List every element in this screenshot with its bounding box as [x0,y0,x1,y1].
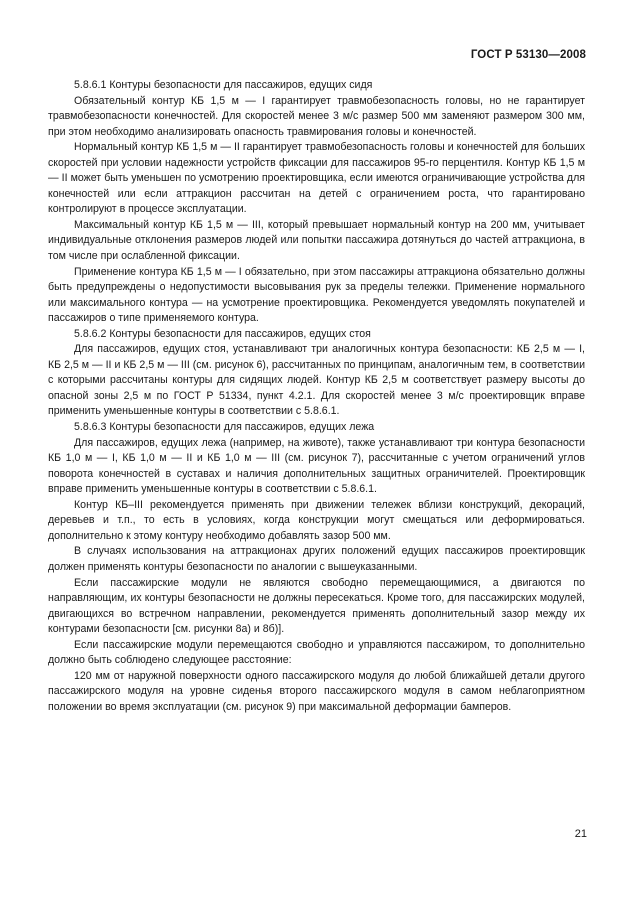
section-heading-5-8-6-3: 5.8.6.3 Контуры безопасности для пассажиров, едущих лежа [74,421,375,434]
document-header: ГОСТ Р 53130—2008 [470,49,586,61]
body-paragraph: Применение контура КБ 1,5 м — I обязательно, при этом пассажиры аттракциона обязательно должны быть предупреждены о недопустимости высовывания рук за пределы тележки. Применение нормального или максимального контура — на усмотрение проектировщика. Рекомендуется уведомлять покупателей и пассажиров о типе применяемого контура. [48,265,585,325]
body-paragraph: Для пассажиров, едущих стоя, устанавливают три аналогичных контура безопасности: КБ 2,5 м — I, КБ 2,5 м — II и КБ 2,5 м — III (см. рисунок 6), рассчитанных по принципам, аналогичным тем, в соответствии с которыми рассчитаны контуры для сидящих людей. Контур КБ 2,5 м соответствует размеру высоты до опасной зоны 2,5 м по ГОСТ Р 51334, пункт 4.2.1. Для скоростей менее 3 м/с проектировщик вправе применить уменьшенные контуры в соответствии с 5.8.6.1. [48,343,585,418]
section-heading-5-8-6-2: 5.8.6.2 Контуры безопасности для пассажиров, едущих стоя [74,327,371,340]
page-number: 21 [574,828,587,840]
section-heading-5-8-6-1: 5.8.6.1 Контуры безопасности для пассажиров, едущих сидя [74,79,373,91]
body-paragraph: Максимальный контур КБ 1,5 м — III, который превышает нормальный контур на 200 мм, учитывает индивидуальные отклонения размеров людей или попытки пассажира дотянуться до частей аттракциона, в том числе при ослабленной фиксации. [48,218,585,263]
body-paragraph: Если пассажирские модули не являются свободно перемещающимися, а двигаются по направляющим, их контуры безопасности не должны пересекаться. Кроме того, для пассажирских модулей, двигающихся во встречном направлении, рекомендуется применять дополнительный зазор между их контурами безопасности [см. рисунки 8а) и 8б)]. [48,576,585,636]
body-paragraph: Для пассажиров, едущих лежа (например, на животе), также устанавливают три контура безопасности КБ 1,0 м — I, КБ 1,0 м — II и КБ 1,0 м — III (см. рисунок 7), рассчитанные с учетом ограничений углов поворота конечностей в суставах и наличия дополнительных защитных ограничителей. Проектировщик вправе применить уменьшенные контуры в соответствии с 5.8.6.1. [48,436,585,496]
document-body [48,78,585,715]
body-paragraph: Обязательный контур КБ 1,5 м — I гарантирует травмобезопасность головы, но не гарантирует травмобезопасности конечностей. Для скоростей менее 3 м/с размер 500 мм заменяют размером 300 мм, при этом необходимо анализировать опасность травмирования головы и конечностей. [48,94,585,138]
body-paragraph: 120 мм от наружной поверхности одного пассажирского модуля до любой ближайшей детали другого пассажирского модуля на уровне сиденья второго пассажирского модуля в самом неблагоприятном положении во время эксплуатации (см. рисунок 9) при максимальной деформации бамперов. [48,669,585,713]
body-paragraph: Нормальный контур КБ 1,5 м — II гарантирует травмобезопасность головы и конечностей для больших скоростей при условии надежности устройств фиксации для пассажиров 95-го перцентиля. Контур КБ 1,5 м — II может быть уменьшен по усмотрению проектировщика, если имеются ограничивающие устройства для конечностей или если аттракцион рассчитан на детей с ограничением роста, что гарантировано контролируют в процессе эксплуатации. [48,141,585,216]
body-paragraph: Если пассажирские модули перемещаются свободно и управляются пассажиром, то дополнительно должно быть соблюдено следующее расстояние: [48,638,585,667]
body-paragraph: В случаях использования на аттракционах других положений едущих пассажиров проектировщик должен применять контуры безопасности по аналогии с вышеуказанными. [48,545,585,573]
body-paragraph: Контур КБ–III рекомендуется применять при движении тележек вблизи конструкций, декораций, деревьев и т.п., то есть в условиях, когда конструкции могут смещаться или деформироваться. дополнительно к этому контуру необходимо добавлять зазор 500 мм. [48,498,585,542]
